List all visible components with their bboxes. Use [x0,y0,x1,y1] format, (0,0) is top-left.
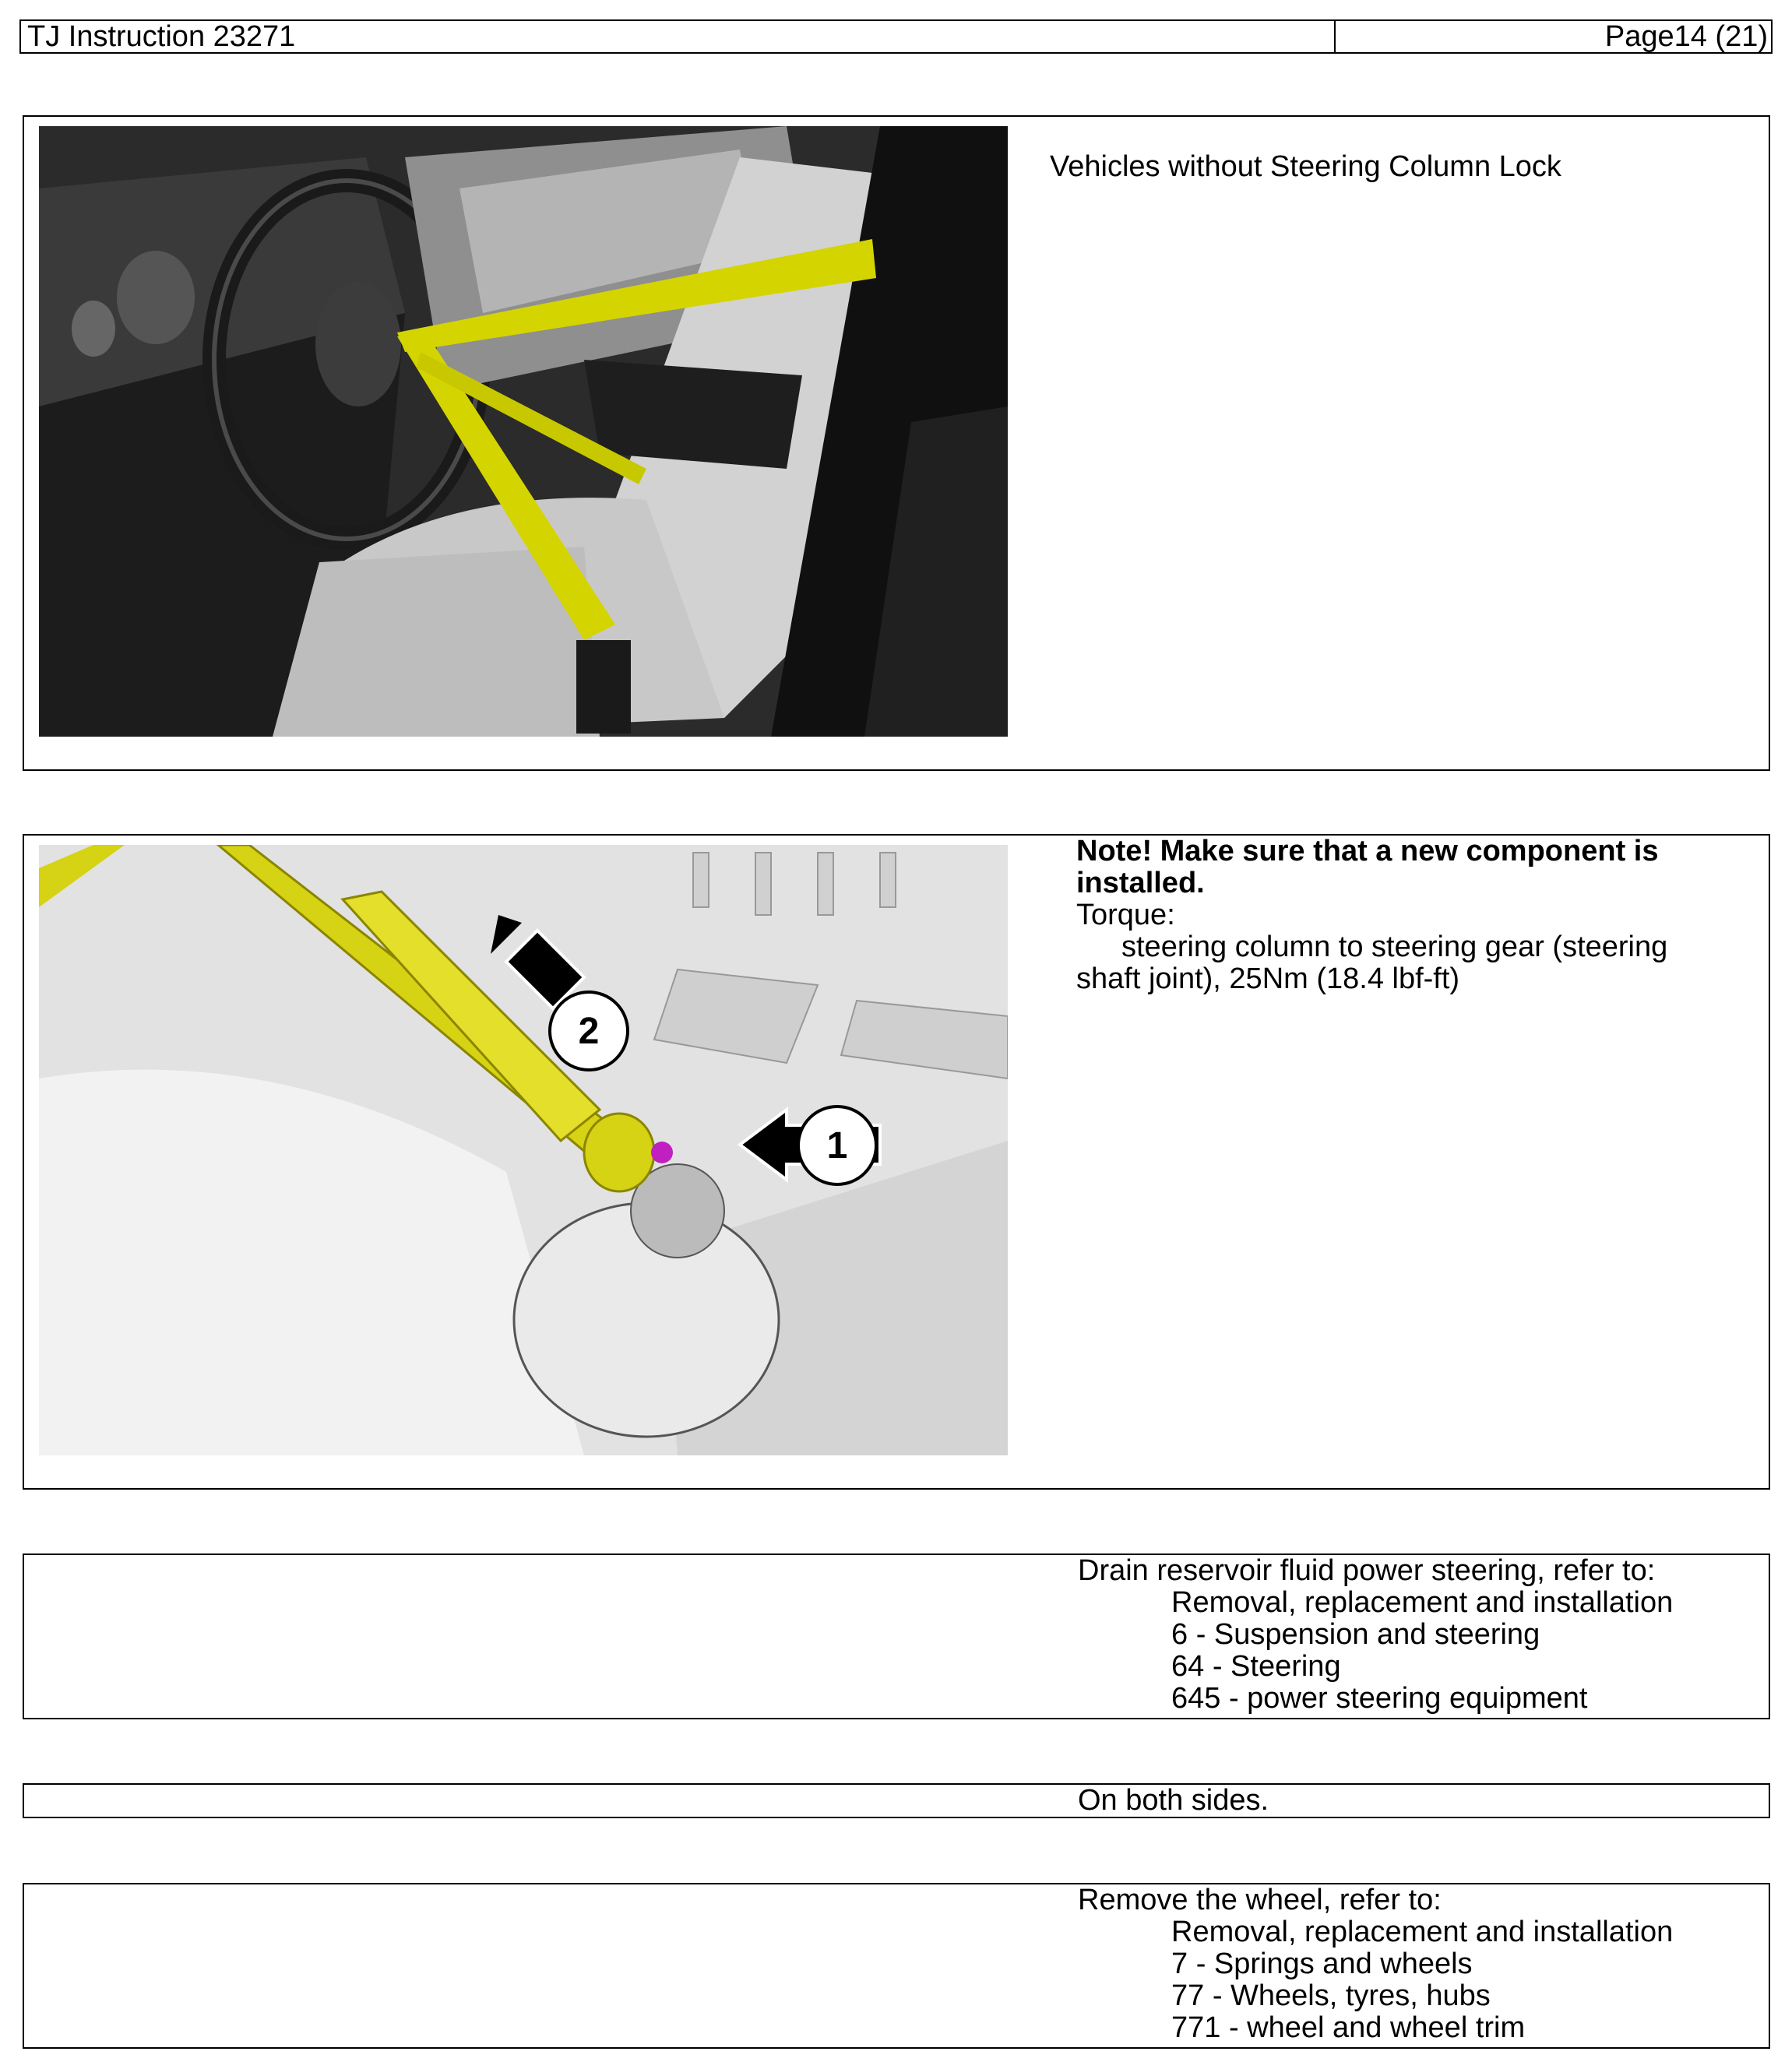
car-interior-photo [39,126,1008,737]
reference-line: 645 - power steering equipment [1171,1682,1588,1715]
reference-line: Removal, replacement and installation [1171,1916,1674,1948]
step-text [1076,836,1762,995]
step-both-sides [23,1783,1770,1818]
step-text: Vehicles without Steering Column Lock [1050,150,1561,183]
torque-spec-line2: shaft joint), 25Nm (18.4 lbf-ft) [1076,962,1460,995]
note-text: Note! Make sure that a new component is installed. [1076,835,1659,899]
reference-line: 6 - Suspension and steering [1171,1618,1540,1651]
page-number: Page14 (21) [1604,20,1768,53]
page-header [19,19,1773,54]
steering-shaft-illustration [39,845,1008,1455]
instruction-line: Drain reservoir fluid power steering, refer to: [1078,1554,1656,1587]
instruction-line: Remove the wheel, refer to: [1078,1884,1442,1916]
step-steering-shaft [23,834,1770,1490]
step-text [1078,1884,1673,2044]
reference-line: Removal, replacement and installation [1171,1586,1674,1619]
step-drain-reservoir [23,1554,1770,1719]
reference-line: 771 - wheel and wheel trim [1171,2011,1526,2044]
reference-line: 77 - Wheels, tyres, hubs [1171,1979,1491,2012]
torque-label: Torque: [1076,899,1175,931]
torque-spec-line1: steering column to steering gear (steering [1121,931,1668,963]
step-text: On both sides. [1078,1784,1269,1817]
document-title: TJ Instruction 23271 [27,20,296,53]
reference-line: 7 - Springs and wheels [1171,1948,1473,1980]
reference-line: 64 - Steering [1171,1650,1341,1683]
step-remove-wheel [23,1883,1770,2049]
header-divider [1334,21,1336,52]
step-text [1078,1555,1673,1715]
callout-2: 2 [578,1011,600,1052]
step-vehicle-interior [23,115,1770,771]
callout-1: 1 [826,1125,848,1166]
